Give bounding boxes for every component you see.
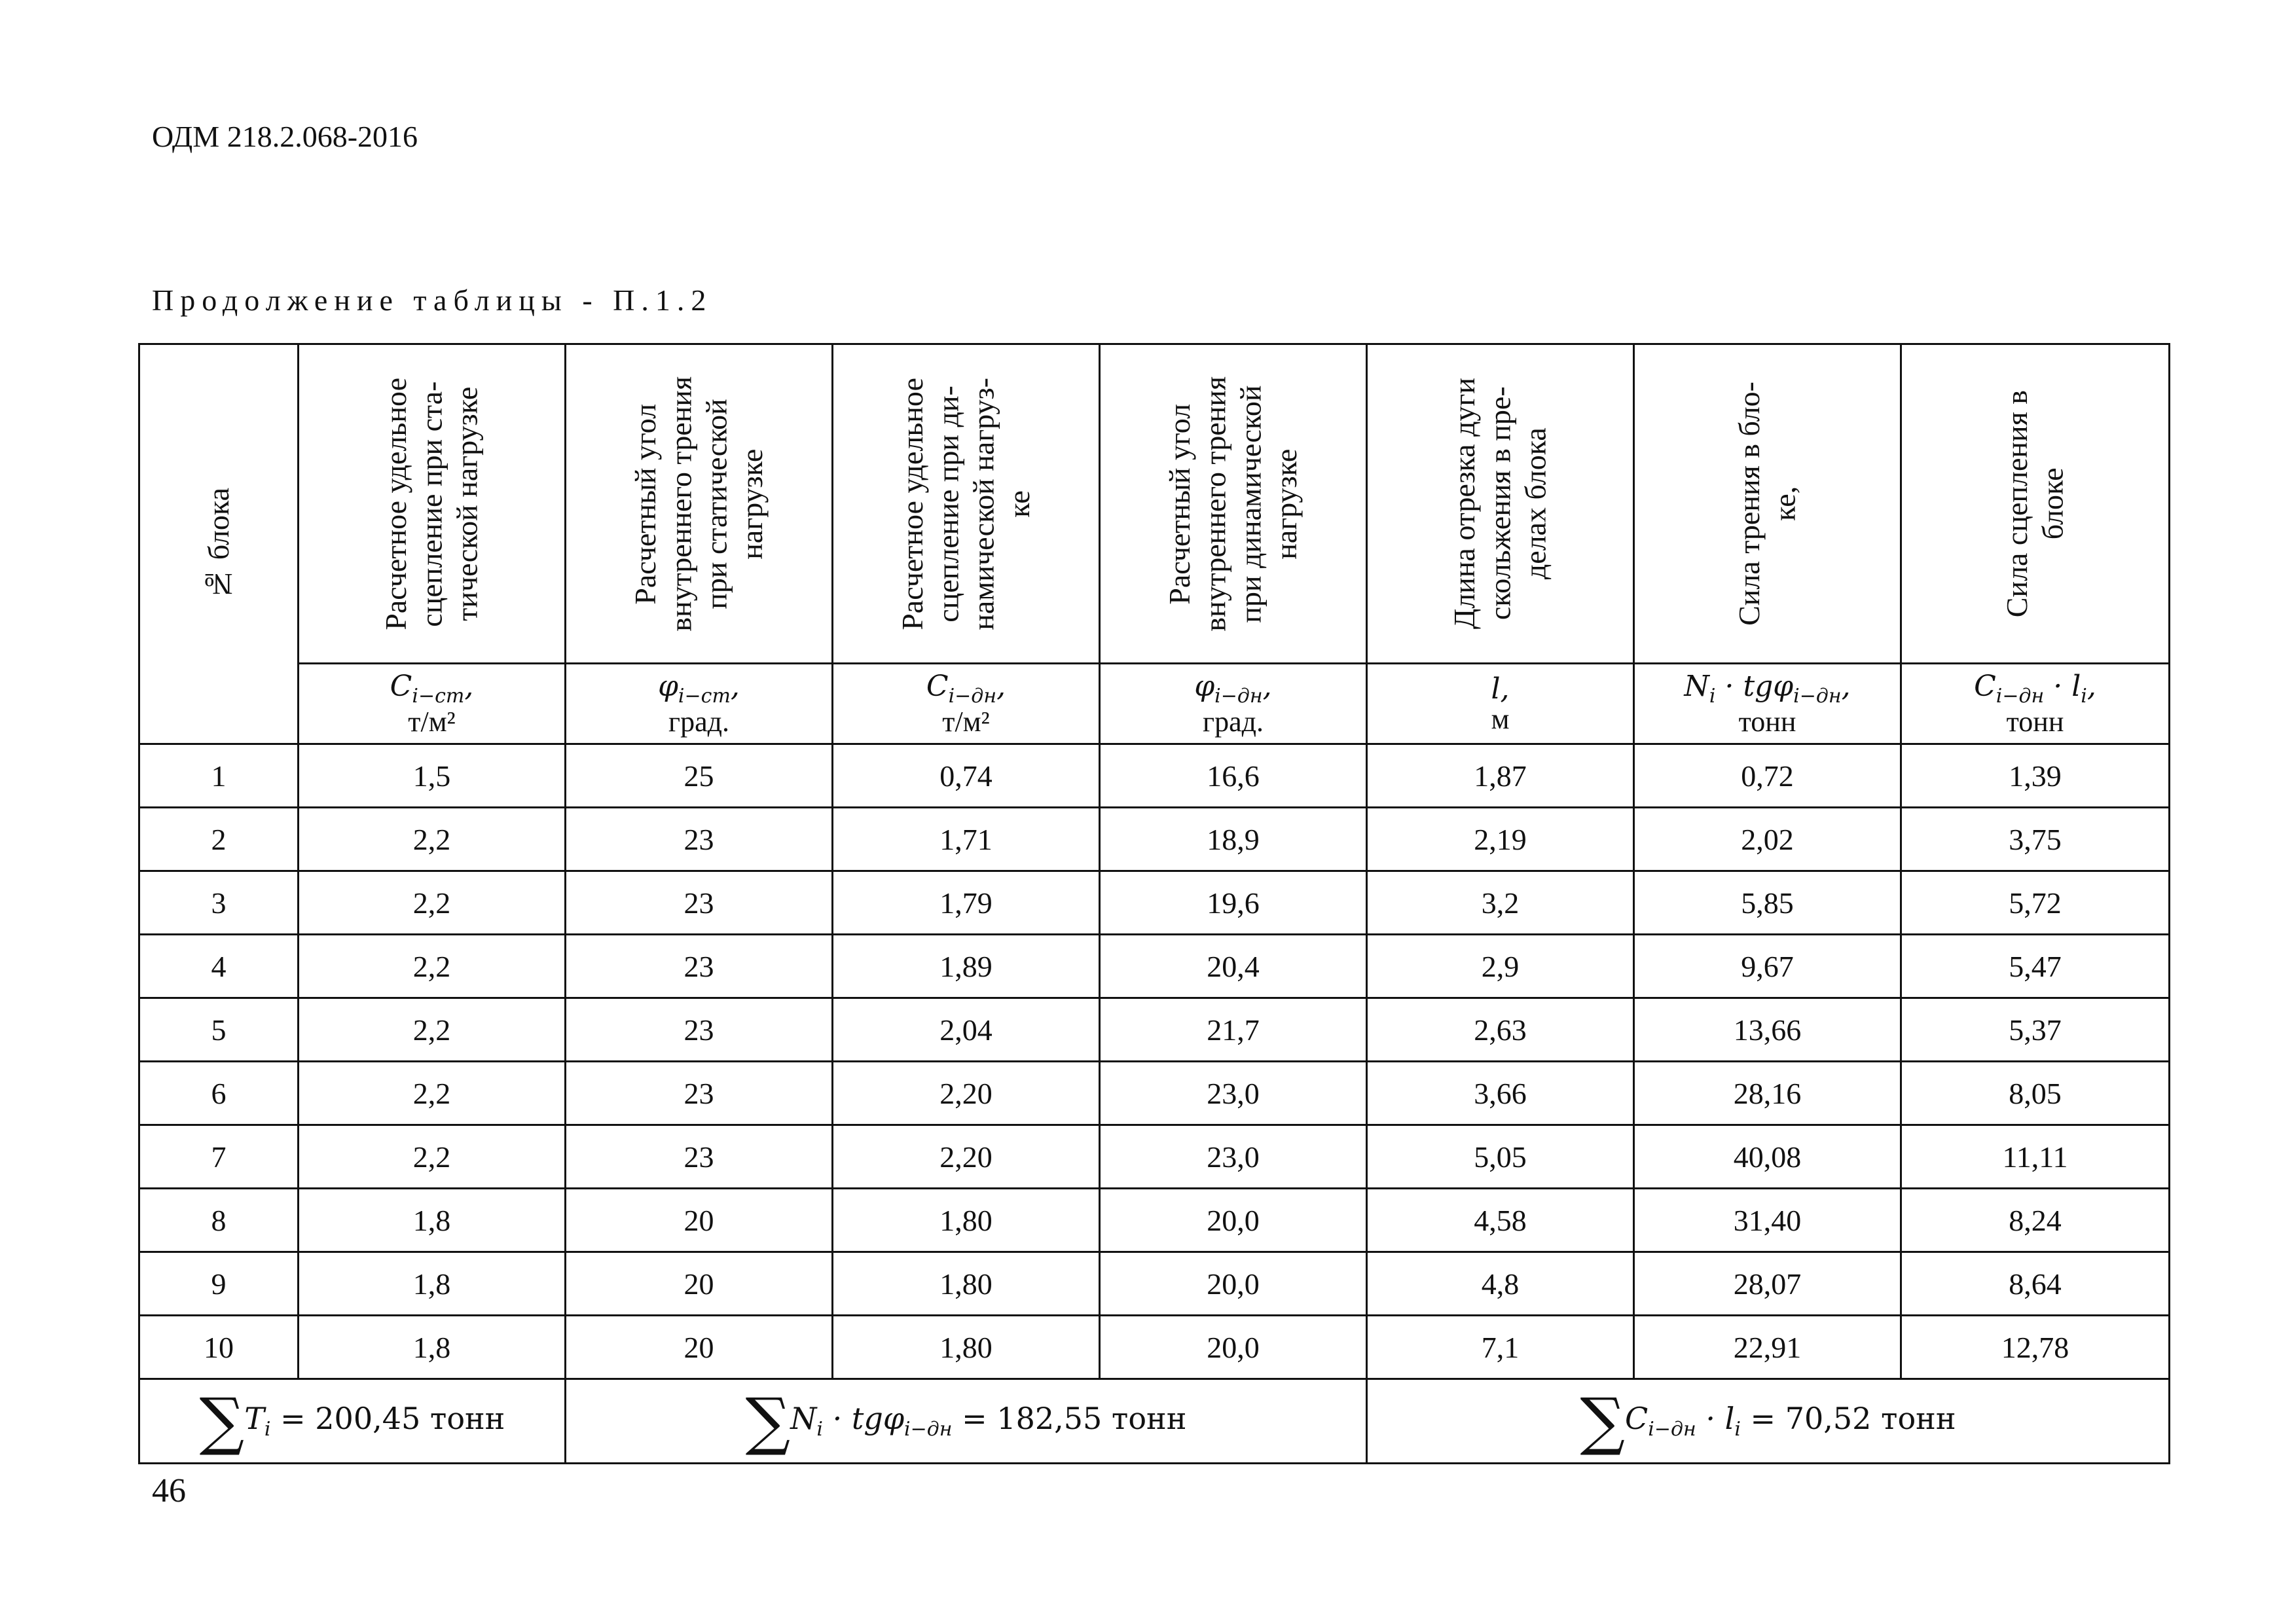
table-cell: 1,71 — [833, 808, 1100, 871]
table-cell: 9,67 — [1634, 935, 1901, 998]
table-cell: 28,07 — [1634, 1252, 1901, 1316]
header-line: ке — [1002, 490, 1036, 518]
unit-label: град. — [1203, 705, 1264, 738]
table-cell: 1,8 — [299, 1316, 566, 1379]
header-line: Расчетное удельное — [379, 377, 413, 630]
header-line: № блока — [201, 487, 235, 601]
header-cell-static-friction-angle — [566, 344, 833, 664]
table-cell: 23,0 — [1100, 1062, 1367, 1125]
table-cell: 1,8 — [299, 1189, 566, 1252]
symbol: $C_{i-дн}$, — [926, 670, 1006, 708]
table-caption: Продолжение таблицы - П.1.2 — [152, 283, 713, 317]
symbol-cell — [1367, 664, 1634, 744]
header-line: нагрузке — [1269, 448, 1303, 560]
table-cell: 2 — [139, 808, 299, 871]
table-cell: 23 — [566, 935, 833, 998]
header-line: Расчетный угол — [628, 403, 662, 604]
total-expression: $T_i = 200,45$ тонн — [244, 1401, 505, 1441]
table-cell: 5,47 — [1901, 935, 2170, 998]
header-cell-static-cohesion — [299, 344, 566, 664]
table-cell: 23 — [566, 1125, 833, 1189]
symbol-cell — [1901, 664, 2170, 744]
symbol: l, — [1491, 672, 1510, 706]
table-cell: 1,80 — [833, 1189, 1100, 1252]
symbol-cell — [566, 664, 833, 744]
header-line: сцепление при ста- — [414, 380, 448, 627]
table-cell: 31,40 — [1634, 1189, 1901, 1252]
table-row — [139, 1125, 2170, 1189]
table-row — [139, 871, 2170, 935]
unit-label: тонн — [1738, 705, 1796, 738]
header-line: при динамической — [1233, 384, 1267, 623]
calculation-table — [138, 343, 2170, 1464]
table-row — [139, 998, 2170, 1062]
table-cell: 28,16 — [1634, 1062, 1901, 1125]
table-row — [139, 1316, 2170, 1379]
table-cell: 40,08 — [1634, 1125, 1901, 1189]
header-line: Расчетное удельное — [895, 377, 929, 630]
table-cell: 7,1 — [1367, 1316, 1634, 1379]
page-number: 46 — [152, 1472, 186, 1509]
table-cell: 4,58 — [1367, 1189, 1634, 1252]
table-cell: 1,80 — [833, 1316, 1100, 1379]
header-cell-cohesion-force — [1901, 344, 2170, 664]
unit-label: град. — [668, 705, 729, 738]
table-cell: 4,8 — [1367, 1252, 1634, 1316]
header-line: нагрузке — [735, 448, 769, 560]
header-cell-block-number — [139, 344, 299, 744]
header-line: сцепление при ди- — [931, 385, 965, 623]
table-cell: 1,5 — [299, 744, 566, 808]
table-cell: 25 — [566, 744, 833, 808]
table-cell: 2,9 — [1367, 935, 1634, 998]
table-cell: 16,6 — [1100, 744, 1367, 808]
header-line: внутреннего трения — [1198, 376, 1232, 632]
symbol-row — [139, 664, 2170, 744]
symbol: $\varphi_{i-дн}$, — [1194, 670, 1272, 708]
table-cell: 4 — [139, 935, 299, 998]
header-line: внутреннего трения — [664, 376, 698, 632]
document-code: ОДМ 218.2.068-2016 — [152, 120, 418, 153]
sigma-icon: ∑ — [1580, 1384, 1626, 1458]
table-cell: 2,04 — [833, 998, 1100, 1062]
unit-label: м — [1491, 703, 1510, 736]
table-cell: 5,85 — [1634, 871, 1901, 935]
header-line: намической нагруз- — [966, 377, 1000, 630]
total-cell-normal-friction — [566, 1379, 1367, 1464]
table-row — [139, 808, 2170, 871]
total-cell-friction-sum — [139, 1379, 566, 1464]
table-cell: 7 — [139, 1125, 299, 1189]
table-cell: 19,6 — [1100, 871, 1367, 935]
header-line: Сила трения в бло- — [1732, 382, 1766, 626]
table-cell: 20 — [566, 1316, 833, 1379]
table-cell: 5,05 — [1367, 1125, 1634, 1189]
table-cell: 2,2 — [299, 935, 566, 998]
table-cell: 2,63 — [1367, 998, 1634, 1062]
totals-row — [139, 1379, 2170, 1464]
table-cell: 20 — [566, 1189, 833, 1252]
table-cell: 20,0 — [1100, 1252, 1367, 1316]
table-cell: 10 — [139, 1316, 299, 1379]
table-cell: 1,80 — [833, 1252, 1100, 1316]
table-cell: 3,66 — [1367, 1062, 1634, 1125]
table-cell: 3 — [139, 871, 299, 935]
sigma-icon: ∑ — [745, 1384, 791, 1458]
table-cell: 2,02 — [1634, 808, 1901, 871]
table-cell: 2,2 — [299, 1125, 566, 1189]
table-row — [139, 1252, 2170, 1316]
total-expression: $N_i \cdot tg\varphi_{i-дн} = 182,55$ тонн — [790, 1401, 1187, 1441]
table-cell: 23 — [566, 1062, 833, 1125]
table-cell: 8,64 — [1901, 1252, 2170, 1316]
table-cell: 8,05 — [1901, 1062, 2170, 1125]
table-cell: 12,78 — [1901, 1316, 2170, 1379]
table-cell: 2,19 — [1367, 808, 1634, 871]
table-cell: 6 — [139, 1062, 299, 1125]
table-cell: 2,20 — [833, 1062, 1100, 1125]
symbol: $N_i \cdot tg\varphi_{i-дн}$, — [1684, 670, 1851, 708]
header-cell-dynamic-friction-angle — [1100, 344, 1367, 664]
table-cell: 23 — [566, 998, 833, 1062]
table-cell: 23 — [566, 808, 833, 871]
unit-label: тонн — [2006, 705, 2064, 738]
table-cell: 2,20 — [833, 1125, 1100, 1189]
table-cell: 21,7 — [1100, 998, 1367, 1062]
table-cell: 1,79 — [833, 871, 1100, 935]
symbol: $C_{i-ст}$, — [390, 670, 474, 708]
symbol-cell — [1634, 664, 1901, 744]
header-line: Длина отрезка дуги — [1448, 378, 1482, 630]
table-cell: 2,2 — [299, 998, 566, 1062]
table-cell: 8,24 — [1901, 1189, 2170, 1252]
header-line: скольжения в пре- — [1483, 387, 1517, 621]
table-row — [139, 935, 2170, 998]
header-cell-arc-length — [1367, 344, 1634, 664]
table-cell: 8 — [139, 1189, 299, 1252]
table-cell: 2,2 — [299, 1062, 566, 1125]
header-cell-friction-force — [1634, 344, 1901, 664]
header-line: блоке — [2035, 467, 2069, 540]
symbol: $\varphi_{i-ст}$, — [658, 670, 740, 708]
symbol: $C_{i-дн} \cdot l_i$, — [1974, 670, 2096, 708]
table-cell: 20,0 — [1100, 1189, 1367, 1252]
table-cell: 20 — [566, 1252, 833, 1316]
table-cell: 13,66 — [1634, 998, 1901, 1062]
header-line: при статической — [699, 398, 733, 609]
table-body — [139, 344, 2170, 1464]
table-cell: 3,75 — [1901, 808, 2170, 871]
table-cell: 22,91 — [1634, 1316, 1901, 1379]
table-cell: 2,2 — [299, 871, 566, 935]
table-cell: 5,37 — [1901, 998, 2170, 1062]
unit-label: т/м² — [942, 705, 990, 738]
table-cell: 23,0 — [1100, 1125, 1367, 1189]
table-row — [139, 1062, 2170, 1125]
header-row — [139, 344, 2170, 664]
table-cell: 1,39 — [1901, 744, 2170, 808]
symbol-cell — [299, 664, 566, 744]
sigma-icon: ∑ — [199, 1384, 245, 1458]
table-cell: 0,74 — [833, 744, 1100, 808]
symbol-cell — [833, 664, 1100, 744]
table-row — [139, 1189, 2170, 1252]
table-cell: 9 — [139, 1252, 299, 1316]
header-line: делах блока — [1518, 427, 1552, 580]
table-cell: 1,89 — [833, 935, 1100, 998]
table-cell: 1,87 — [1367, 744, 1634, 808]
table-cell: 1 — [139, 744, 299, 808]
header-line: Расчетный угол — [1162, 403, 1196, 604]
unit-label: т/м² — [408, 705, 456, 738]
total-cell-cohesion-sum — [1367, 1379, 2170, 1464]
table-cell: 20,0 — [1100, 1316, 1367, 1379]
total-expression: $C_{i-дн} \cdot l_i = 70,52$ тонн — [1625, 1401, 1956, 1441]
table-cell: 11,11 — [1901, 1125, 2170, 1189]
table-cell: 23 — [566, 871, 833, 935]
header-cell-dynamic-cohesion — [833, 344, 1100, 664]
table-cell: 0,72 — [1634, 744, 1901, 808]
table-cell: 20,4 — [1100, 935, 1367, 998]
table-cell: 5 — [139, 998, 299, 1062]
table-cell: 5,72 — [1901, 871, 2170, 935]
header-line: тической нагрузке — [450, 386, 484, 621]
header-line: Сила сцепления в — [2000, 389, 2034, 618]
header-line: ке, — [1768, 486, 1802, 522]
table-cell: 1,8 — [299, 1252, 566, 1316]
table-cell: 18,9 — [1100, 808, 1367, 871]
table-cell: 3,2 — [1367, 871, 1634, 935]
table-cell: 2,2 — [299, 808, 566, 871]
symbol-cell — [1100, 664, 1367, 744]
table-row — [139, 744, 2170, 808]
